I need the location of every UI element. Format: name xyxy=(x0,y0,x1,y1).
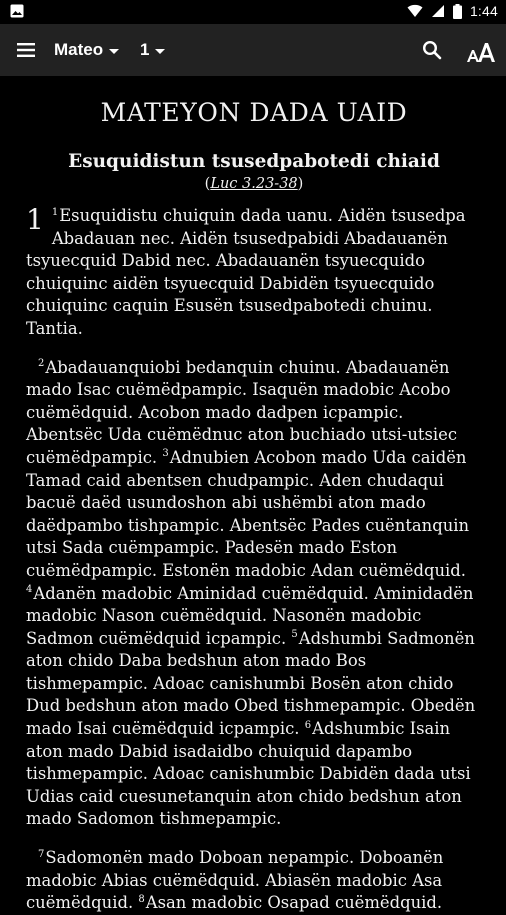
clock: 1:44 xyxy=(469,3,498,19)
verse-text[interactable]: Adnubien Acobon mado Uda caidën Tamad caid abentsen chudpampic. Aden chudaqui bacuë daëd usundoshon abi ushëmbi aton mado daëdpambo tishpampic. Abentsëc Pades cuëntanquin utsi Sada cuëmpampic. Padesën mado Eston cuëmëdpampic. Estonën madobic Adan cuëmëdquid. xyxy=(26,447,470,580)
verse-number[interactable]: 2 xyxy=(38,358,45,370)
signal-icon xyxy=(431,4,445,18)
scripture-content[interactable] xyxy=(0,76,506,913)
verse-text[interactable]: Asan madobic Osapad cuëmëdquid. xyxy=(145,893,443,913)
menu-icon[interactable] xyxy=(14,38,38,62)
verse-number[interactable]: 1 xyxy=(51,206,59,218)
section-reference xyxy=(26,175,482,193)
ref-close-paren: ) xyxy=(297,176,304,192)
app-toolbar xyxy=(0,24,506,76)
book-title: MATEYON DADA UAID xyxy=(100,98,408,127)
chapter-label: 1 xyxy=(140,40,150,59)
verse-text[interactable]: Adshumbic Isain aton mado Dabid isadaidbo chuiquid dapambo tishmepampic. Adoac canishumbic Dabidën dada utsi Udias caid cuesunetanquin aton chido bedshun aton mado Sadomon tishmepampic. xyxy=(26,719,471,829)
verse-number[interactable]: 5 xyxy=(291,629,298,641)
book-name: Mateo xyxy=(54,40,104,59)
verse-number[interactable]: 8 xyxy=(138,893,145,905)
search-icon[interactable] xyxy=(420,38,444,62)
verse-text[interactable]: Abadauanquiobi bedanquin chuinu. Abadauanën mado Isac cuëmëdpampic. Isaquën madobic Acobo cuëmëdquid. Acobon mado dadpen icpampic. Abentsëc Uda cuëmëdnuc aton buchiado utsi-utsiec cuëmëdpampic. xyxy=(26,357,458,467)
verse-number[interactable]: 4 xyxy=(26,584,33,596)
gallery-notification-icon xyxy=(10,4,24,18)
paragraph xyxy=(26,847,482,915)
ref-open-paren: ( xyxy=(204,176,211,192)
verse-text[interactable]: Esuquidistu chuiquin dada uanu. Aidën tsusedpa Abadauan nec. Aidën tsusedpabidi Abadauanën tsyuecquid Dabid nec. Abadauanën tsyuecquido chuiquinc aidën tsyuecquid Dabidën tsyuecquido chuiquinc caquin Esusën tsusedpabotedi chuinu. Tantia. xyxy=(26,206,466,338)
chevron-down-icon xyxy=(109,49,119,54)
text-size-icon[interactable] xyxy=(466,36,496,64)
paragraph xyxy=(26,205,482,341)
battery-icon xyxy=(453,4,462,19)
book-selector[interactable] xyxy=(54,37,119,63)
wifi-icon xyxy=(407,4,423,18)
status-bar xyxy=(0,0,506,24)
chapter-number: 1 xyxy=(26,203,44,236)
verse-text[interactable]: Adanën madobic Aminidad cuëmëdquid. Aminidadën madobic Nason cuëmëdquid. Nasonën madobic Sadmon cuëmëdquid icpampic. xyxy=(26,583,474,648)
verse-number[interactable]: 3 xyxy=(162,448,169,460)
section-heading: Esuquidistun tsusedpabotedi chiaid xyxy=(68,151,440,172)
chapter-selector[interactable] xyxy=(140,37,165,63)
verse-number[interactable]: 7 xyxy=(38,848,45,860)
paragraph xyxy=(26,357,482,831)
verse-text[interactable]: Sadomonën mado Doboan nepampic. Doboanën madobic Abias cuëmëdquid. Abiasën madobic Asa cuëmëdquid. xyxy=(26,848,444,913)
chevron-down-icon xyxy=(155,49,165,54)
verse-text[interactable]: Adshumbi Sadmonën aton chido Daba bedshun aton mado Bos tishmepampic. Adoac canishumbi Bosën aton chido Dud bedshun aton mado Obed tishmepampic. Obedën mado Isai cuëmëdquid icpampic. xyxy=(26,628,476,739)
cross-reference-link[interactable]: Luc 3.23-38 xyxy=(210,176,298,192)
verse-number[interactable]: 6 xyxy=(304,719,312,731)
